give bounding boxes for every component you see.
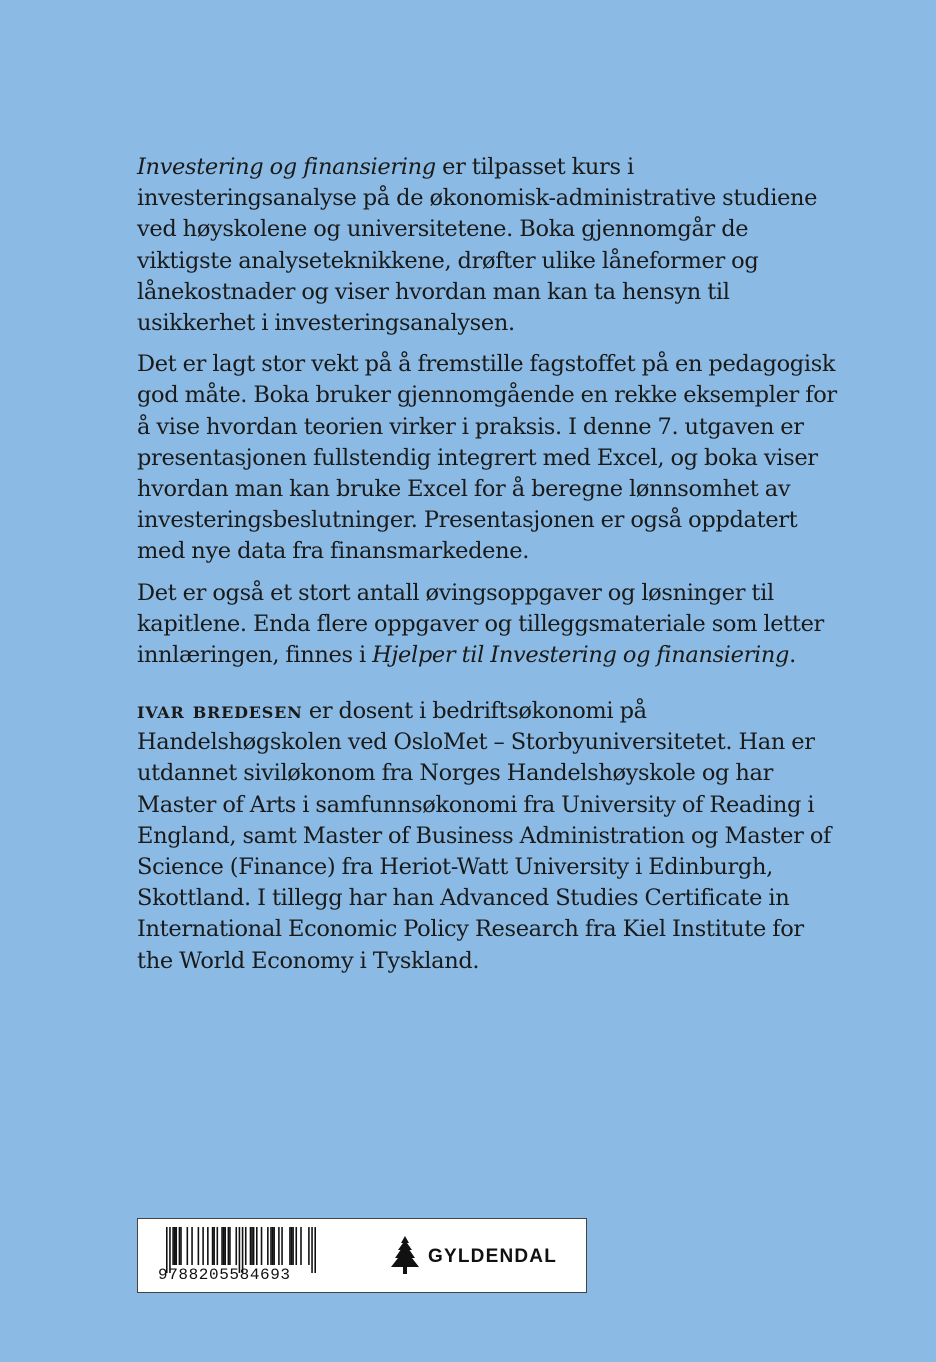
barcode-bar <box>228 1227 230 1265</box>
blurb-paragraph-3-text: Det er også et stort antall øvingsoppgaver og løsninger til kapitlene. Enda flere oppgaver og tilleggsmateriale som letter innlæringen, finnes i <box>137 579 824 669</box>
barcode-bar <box>217 1227 219 1265</box>
barcode-bar <box>281 1227 283 1265</box>
barcode-bar <box>272 1227 274 1265</box>
barcode-bar <box>172 1227 174 1265</box>
barcode-bar <box>245 1227 247 1265</box>
barcode-bar <box>187 1227 189 1265</box>
blurb-paragraph-2: Det er lagt stor vekt på å fremstille fagstoffet på en pedagogisk god måte. Boka bruker gjennomgående en rekke eksempler for å vise hvordan teorien virker i praksis. I denne 7. utgaven er presentasjonen fullstendig integrert med Excel, og boka viser hvordan man kan bruke Excel for å beregne lønnsomhet av investeringsbeslutninger. Presentasjonen er også oppdatert med nye data fra finansmarkedene. <box>137 351 837 565</box>
barcode-bar <box>174 1227 176 1265</box>
barcode-bar <box>213 1227 215 1265</box>
book-title: Investering og finansiering <box>137 154 436 180</box>
author-bio-paragraph <box>137 696 842 977</box>
publisher-logo <box>390 1237 557 1277</box>
barcode-bar <box>180 1227 182 1265</box>
barcode-bar <box>251 1227 253 1265</box>
blurb <box>137 152 842 671</box>
blurb-paragraph-1-text: er tilpasset kurs i investeringsanalyse på de økonomisk-administrative studiene ved høyskolene og universitetene. Boka gjennomgår de viktigste analyseteknikkene, drøfter ulike låneformer og lånekostnader og viser hvordan man kan ta hensyn til usikkerhet i investeringsanalysen. <box>137 154 818 337</box>
barcode-bar <box>273 1227 275 1265</box>
barcode-bar <box>292 1227 294 1265</box>
barcode-bar <box>175 1227 177 1265</box>
companion-title: Hjelper til Investering og finansiering <box>372 642 790 669</box>
barcode-bar <box>300 1227 302 1265</box>
barcode-bar <box>291 1227 293 1265</box>
barcode-bar <box>278 1227 280 1265</box>
barcode-bar <box>198 1227 200 1265</box>
barcode-bar <box>289 1227 291 1265</box>
blurb-paragraph-3 <box>137 578 842 672</box>
barcode-bar <box>202 1227 204 1265</box>
tree-icon <box>390 1235 420 1279</box>
barcode-bar <box>295 1227 297 1265</box>
blurb-paragraph-1 <box>137 152 842 339</box>
barcode-bar <box>250 1227 252 1265</box>
barcode-bar <box>267 1227 269 1265</box>
barcode-bar <box>221 1227 223 1265</box>
barcode-bar <box>308 1227 310 1265</box>
author-bio <box>137 696 842 977</box>
barcode-bar <box>235 1227 237 1265</box>
barcode-bar <box>229 1227 231 1265</box>
blurb-paragraph-3-end: . <box>789 642 796 669</box>
barcode-bar <box>191 1227 193 1265</box>
barcode-bar <box>207 1227 209 1265</box>
barcode-bar <box>223 1227 225 1265</box>
barcode-bar <box>179 1227 181 1265</box>
barcode-panel <box>137 1218 587 1293</box>
barcode-bar <box>224 1227 226 1265</box>
barcode-bar <box>212 1227 214 1265</box>
author-bio-text: er dosent i bedriftsøkonomi på Handelshøgskolen ved OsloMet – Storbyuniversitetet. Han er utdannet siviløkonom fra Norges Handelshøyskole og har Master of Arts i samfunnsøkonomi fra University of Reading i England, samt Master of Business Administration og Master of Science (Finance) fra Heriot-Watt University i Edinburgh, Skottland. I tillegg har han Advanced Studies Certificate in International Economic Policy Research fra Kiel Institute for the World Economy i Tyskland. <box>137 698 832 974</box>
publisher-name: GYLDENDAL <box>428 1246 558 1267</box>
author-name: ivar bredesen <box>137 698 303 724</box>
barcode-bar <box>261 1227 263 1265</box>
barcode-bar <box>270 1227 272 1265</box>
barcode-bar <box>253 1227 255 1265</box>
isbn-number: 9788205584693 <box>158 1266 291 1284</box>
barcode-bar <box>256 1227 258 1265</box>
